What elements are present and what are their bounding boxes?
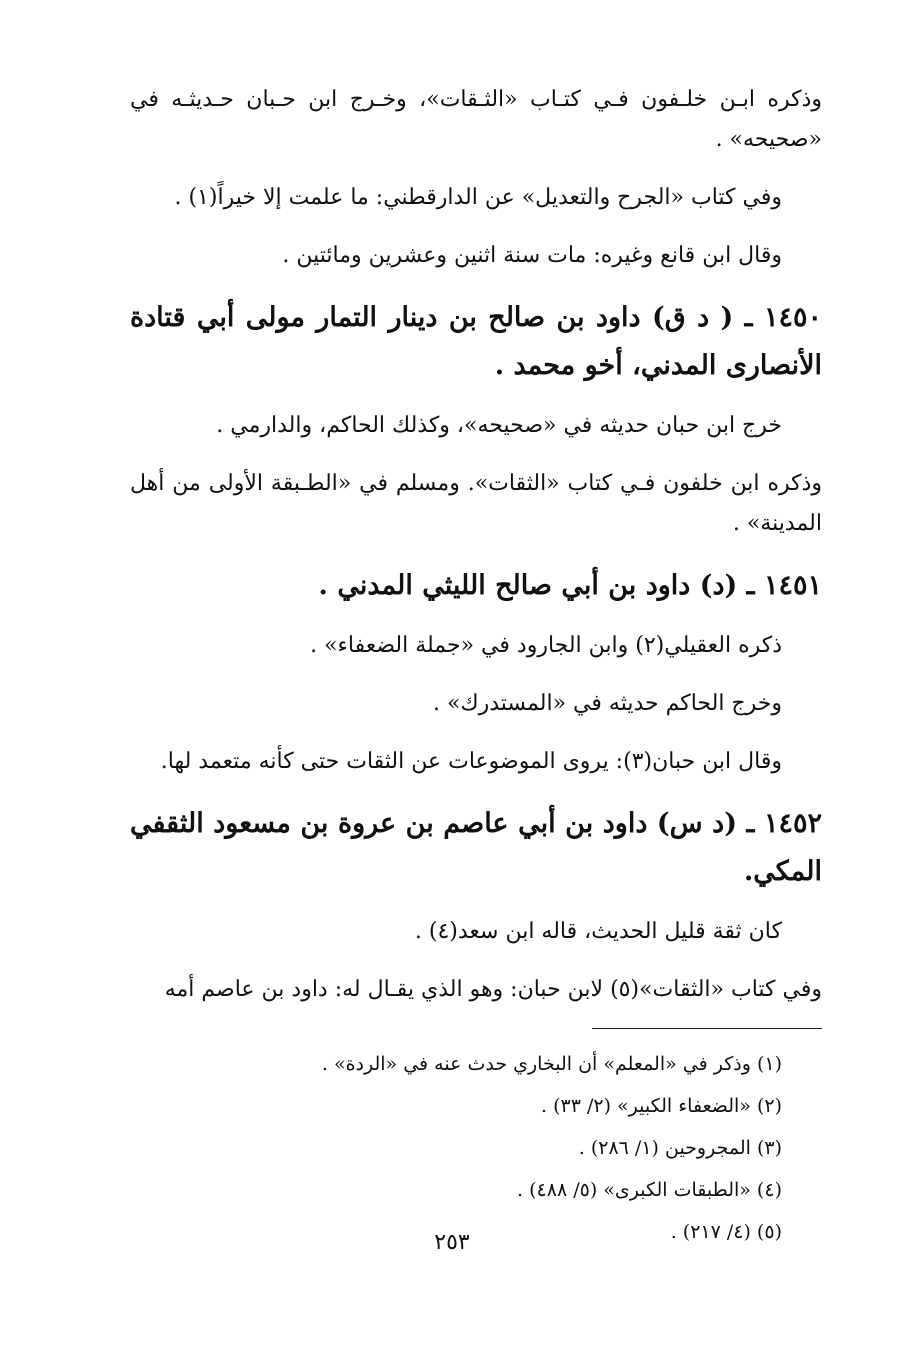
paragraph: وذكره ابن خلفون فـي كتاب «الثقات». ومسلم في «الطـبقة الأولى من أهل المدينة» . [130, 471, 822, 536]
paragraph: وفي كتاب «الثقات»(٥) لابن حبان: وهو الذي يقـال له: داود بن عاصم أمه [164, 977, 822, 1002]
page-number: ٢٥٣ [434, 1230, 470, 1255]
paragraph: ذكره العقيلي(٢) وابن الجارود في «جملة الضعفاء» . [310, 633, 782, 658]
paragraph: خرج ابن حبان حديثه في «صحيحه»، وكذلك الحاكم، والدارمي . [216, 413, 782, 438]
page-content [130, 80, 822, 1261]
footnote: (١) وذكر في «المعلم» أن البخاري حدث عنه في «الردة» . [321, 1053, 782, 1075]
entry-heading: ١٤٥٠ ـ ( د ق) داود بن صالح بن دينار التمار مولى أبي قتادة الأنصارى المدني، أخو محمد . [130, 302, 822, 381]
entry-heading: ١٤٥٢ ـ (د س) داود بن أبي عاصم بن عروة بن مسعود الثقفي المكي. [130, 808, 822, 887]
paragraph: وذكره ابـن خلـفون فـي كتـاب «الثـقات»، وخـرج ابن حـبان حـديثـه في «صحيحه» . [130, 87, 822, 152]
entry-heading: ١٤٥١ ـ (د) داود بن أبي صالح الليثي المدني . [318, 570, 822, 601]
paragraph: وقال ابن حبان(٣): يروى الموضوعات عن الثقات حتى كأنه متعمد لها. [160, 749, 782, 774]
paragraph: كان ثقة قليل الحديث، قاله ابن سعد(٤) . [414, 919, 782, 944]
footnotes [130, 1051, 822, 1245]
main-text [130, 80, 822, 1010]
paragraph: وفي كتاب «الجرح والتعديل» عن الدارقطني: ما علمت إلا خيراً(١) . [174, 185, 782, 210]
footnote: (٣) المجروحين (١/ ٢٨٦) . [578, 1137, 782, 1159]
footnote: (٢) «الضعفاء الكبير» (٢/ ٣٣) . [541, 1095, 782, 1117]
paragraph: وقال ابن قانع وغيره: مات سنة اثنين وعشرين ومائتين . [282, 243, 782, 268]
footnote: (٥) (٤/ ٢١٧) . [670, 1221, 782, 1243]
footnote-separator [592, 1028, 822, 1029]
footnote: (٤) «الطبقات الكبرى» (٥/ ٤٨٨) . [517, 1179, 782, 1201]
paragraph: وخرج الحاكم حديثه في «المستدرك» . [433, 691, 782, 716]
